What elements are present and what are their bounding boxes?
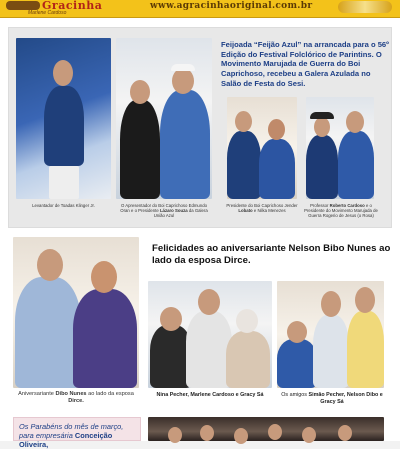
caption-lobato	[225, 203, 299, 213]
caption-presenter	[116, 203, 212, 218]
header-bar	[0, 0, 400, 18]
person-figure	[44, 86, 84, 166]
caption-text: Presidente do Boi Caprichoso Jender	[226, 203, 298, 208]
caption-name: Simão Pecher, Nelson Dibo e Gracy Sá	[308, 392, 383, 405]
caption-text: da Galera União Azul	[153, 208, 208, 219]
caption-text: O Apresentador do Boi Caprichoso Edmundo Oran e o Presidente	[120, 203, 207, 214]
person-head	[200, 425, 214, 441]
person-figure	[306, 135, 338, 199]
photo-lobato[interactable]	[227, 97, 297, 199]
photo-dibo-dirce[interactable]	[13, 237, 139, 388]
person-figure	[226, 331, 270, 388]
person-head	[355, 287, 375, 313]
person-head	[268, 424, 282, 440]
logo-badge-icon	[6, 1, 40, 10]
person-figure	[259, 139, 295, 199]
person-head	[346, 111, 364, 133]
photo-three-friends[interactable]	[277, 281, 384, 388]
caption-text: e o Presidente do Movimento Marujada de Guerra Rogerio de Jesus (o Rosa)	[304, 203, 378, 219]
person-figure	[15, 277, 81, 388]
caption-name: Nina Pecher, Marlene Cardoso e Gracy Sá	[156, 392, 264, 398]
caption-singer: Levantador de Toadas Klinger Jr.	[32, 203, 95, 208]
caption-roberto	[302, 203, 380, 218]
person-head	[236, 309, 258, 333]
march-birthday-text	[19, 422, 139, 449]
photo-roberto[interactable]	[306, 97, 374, 199]
caption-text: e Nilka Menezes	[253, 208, 286, 214]
birthday-headline: Felicidades ao aniversariante Nelson Bibo Nunes ao lado da esposa Dirce.	[152, 243, 391, 267]
person-head	[91, 261, 117, 293]
header-ornament-icon	[338, 1, 392, 13]
person-head	[172, 68, 194, 94]
person-head	[314, 117, 330, 137]
caption-three-friends	[274, 392, 390, 406]
person-head	[168, 427, 182, 443]
hat-icon	[310, 112, 334, 119]
caption-name: Lázaro Souza	[159, 208, 188, 214]
photo-singer[interactable]	[16, 38, 111, 199]
person-figure	[338, 131, 374, 199]
person-figure	[347, 311, 384, 388]
logo[interactable]	[6, 0, 103, 18]
person-figure	[73, 289, 137, 388]
person-head	[130, 80, 150, 104]
person-figure	[120, 100, 160, 199]
person-figure	[160, 90, 210, 199]
person-head	[198, 289, 220, 315]
cap-hat-icon	[171, 64, 195, 71]
caption-text: ao lado da esposa	[88, 391, 134, 397]
person-legs	[49, 166, 79, 199]
logo-subtitle: Marlene Cardoso	[28, 10, 67, 16]
person-head	[160, 307, 182, 331]
site-url[interactable]: www.agracinhaoriginal.com.br	[150, 1, 313, 11]
person-head	[53, 60, 73, 86]
caption-text: Professor	[310, 203, 329, 208]
box-text: Os Parabéns do mês de março, para empresária	[19, 422, 124, 441]
march-birthday-box	[13, 417, 141, 449]
box-name: Conceição Oliveira,	[19, 431, 113, 449]
feature-headline: Feijoada “Feijão Azul” na arrancada para o 56º Edição do Festival Folclórico de Parintins. O Movimento Marujada de Guerra do Boi Caprichoso, recebeu a Galera Azulada no Salão de Festa do Sesi.	[221, 40, 389, 88]
caption-name: Roberto Cardoso	[329, 203, 365, 208]
person-head	[234, 428, 248, 444]
photo-three-women[interactable]	[148, 281, 272, 388]
person-head	[321, 291, 341, 317]
caption-text: Os amigos	[281, 392, 307, 398]
caption-text: Aniversariante	[18, 391, 54, 397]
person-head	[268, 119, 285, 140]
person-figure	[313, 315, 349, 388]
caption-name: Dibo Nunes	[55, 391, 87, 397]
caption-three-women	[148, 392, 272, 399]
person-head	[338, 425, 352, 441]
person-figure	[227, 131, 261, 199]
logo-text: Gracinha	[42, 0, 103, 12]
person-head	[287, 321, 307, 343]
photo-presenter[interactable]	[116, 38, 212, 199]
caption-name: Dirce.	[68, 397, 84, 404]
person-head	[235, 111, 252, 132]
person-head	[302, 427, 316, 443]
person-head	[37, 249, 63, 281]
caption-name: Lobato	[238, 208, 253, 214]
caption-dibo	[13, 391, 139, 405]
photo-bottom-group[interactable]	[148, 417, 384, 441]
person-figure	[277, 339, 317, 388]
